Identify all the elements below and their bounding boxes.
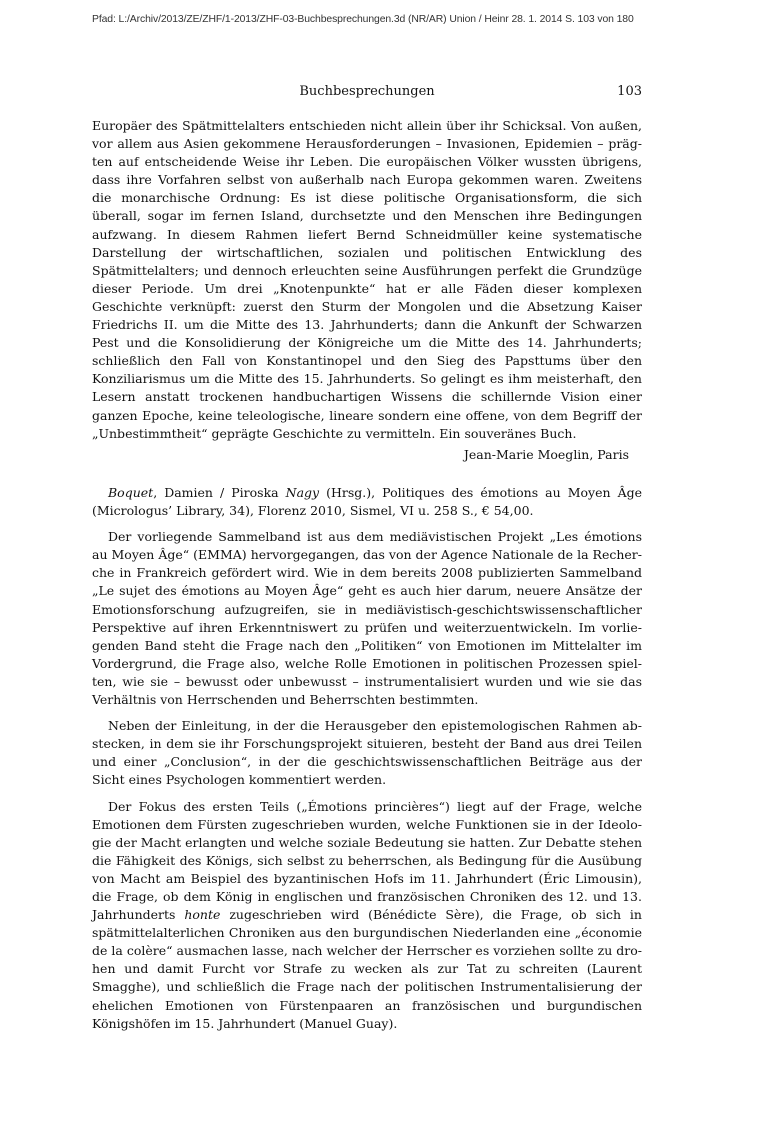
page-number: 103 (617, 84, 642, 99)
editor-1-surname: Boquet (108, 485, 154, 500)
paragraph-3-text-a: Der Fokus des ersten Teils („Émotions princières“) liegt auf der Frage, welche Emotionen dem Fürsten zugeschrieben wurden, welche Funktionen sie in der Ideologie der Macht erlangten und welche soziale Bedeutung sie hatten. Zur Debatte stehen die Fähigkeit des Königs, sich selbst zu beherrschen, als Bedingung für die Ausübung von Macht am Beispiel des byzantinischen Hofs im 11. Jahrhundert (Éric Limousin), die Frage, ob dem König in englischen und französischen Chroniken des 12. und 13. Jahrhunderts (92, 798, 642, 923)
review-1-paragraph: Europäer des Spätmittelalters entschieden nicht allein über ihr Schicksal. Von außen, vor allem aus Asien gekommene Herausforderungen – Invasionen, Epidemien – prägten auf entscheidende Weise ihr Leben. Die europäischen Völker wussten übrigens, dass ihre Vorfahren selbst von außerhalb nach Europa gekommen waren. Zweitens die monarchische Ordnung: Es ist diese politische Organisationsform, die sich überall, sogar im fernen Island, durchsetzte und den Menschen ihre Bedingungen aufzwang. In diesem Rahmen liefert Bernd Schneidmüller keine systematische Darstellung der wirtschaftlichen, sozialen und politischen Entwicklung des Spätmittelalters; und dennoch erleuchten seine Ausführungen perfekt die Grundzüge dieser Periode. Um drei „Knotenpunkte“ hat er alle Fäden dieser komplexen Geschichte verknüpft: zuerst den Sturm der Mongolen und die Absetzung Kaiser Friedrichs II. um die Mitte des 13. Jahrhunderts; dann die Ankunft der Schwarzen Pest und die Konsolidierung der Königreiche um die Mitte des 14. Jahrhunderts; schließlich den Fall von Konstantinopel und den Sieg des Papsttums über den Konziliarismus um die Mitte des 15. Jahrhunderts. So gelingt es ihm meisterhaft, den Lesern anstatt trockenen handbuchartigen Wissens die schillernde Vision einer ganzen Epoche, keine teleologische, lineare sondern eine offene, von dem Begriff der „Unbestimmtheit“ geprägte Geschichte zu vermitteln. Ein souveränes Buch. (92, 118, 642, 441)
review-1-author: Jean-Marie Moeglin, Paris (463, 446, 629, 462)
running-head (92, 84, 642, 104)
bibliographic-entry (92, 484, 642, 520)
review-2-paragraph-3 (92, 798, 642, 1033)
paragraph-3-text-b: zugeschrieben wird (Bénédicte Sère), die Frage, ob sich in spätmittelalterlichen Chroniken aus den burgundischen Niederlanden eine „économie de la colère“ ausmachen lasse, nach welcher der Herrscher es vorziehen sollte zu drohen und damit Furcht vor Strafe zu wecken als zur Tat zu schreiten (Laurent Smagghe), und schließlich die Frage nach der politischen Instrumentalisierung der ehelichen Emotionen von Fürstenpaaren an französischen und burgundischen Königshöfen im 15. Jahrhundert (Manuel Guay). (92, 907, 642, 1031)
bib-details: (Hrsg.), Politiques des émotions au Moyen Âge (Micrologus’ Library, 34), Florenz 2010, Sismel, VI u. 258 S., € 54,00. (92, 485, 643, 519)
italic-term: honte (184, 907, 221, 923)
review-2 (92, 484, 642, 1033)
review-2-paragraph-2: Neben der Einleitung, in der die Herausgeber den epistemologischen Rahmen abstecken, in dem sie ihr Forschungsprojekt situieren, besteht der Band aus drei Teilen und einer „Conclusion“, in der die geschichtswissenschaftlichen Beiträge aus der Sicht eines Psychologen kommentiert werden. (92, 718, 642, 788)
editor-2-surname: Nagy (285, 485, 320, 500)
file-path-header: Pfad: L:/Archiv/2013/ZE/ZHF/1-2013/ZHF-03-Buchbesprechungen.3d (NR/AR) Union / Heinr 28. 1. 2014 S. 103 von 180 (92, 14, 634, 25)
editor-1-rest: , Damien / Piroska (153, 485, 286, 500)
review-2-paragraph-1: Der vorliegende Sammelband ist aus dem mediävistischen Projekt „Les émotions au Moyen Âge“ (EMMA) hervorgegangen, das von der Agence Nationale de la Recherche in Frankreich gefördert wird. Wie in dem bereits 2008 publizierten Sammelband „Le sujet des émotions au Moyen Âge“ geht es auch hier darum, neuere Ansätze der Emotionsforschung aufzugreifen, sie in mediävistisch-geschichtswissenschaftlicher Perspektive auf ihren Erkenntniswert zu prüfen und weiterzuentwickeln. Im vorliegenden Band steht die Frage nach den „Politiken“ von Emotionen im Mittelalter im Vordergrund, die Frage also, welche Rolle Emotionen in politischen Prozessen spielten, wie sie – bewusst oder unbewusst – instrumentalisiert wurden und wie sie das Verhältnis von Herrschenden und Beherrschten bestimmten. (92, 529, 642, 708)
review-1 (92, 117, 642, 464)
running-head-title: Buchbesprechungen (299, 84, 435, 99)
